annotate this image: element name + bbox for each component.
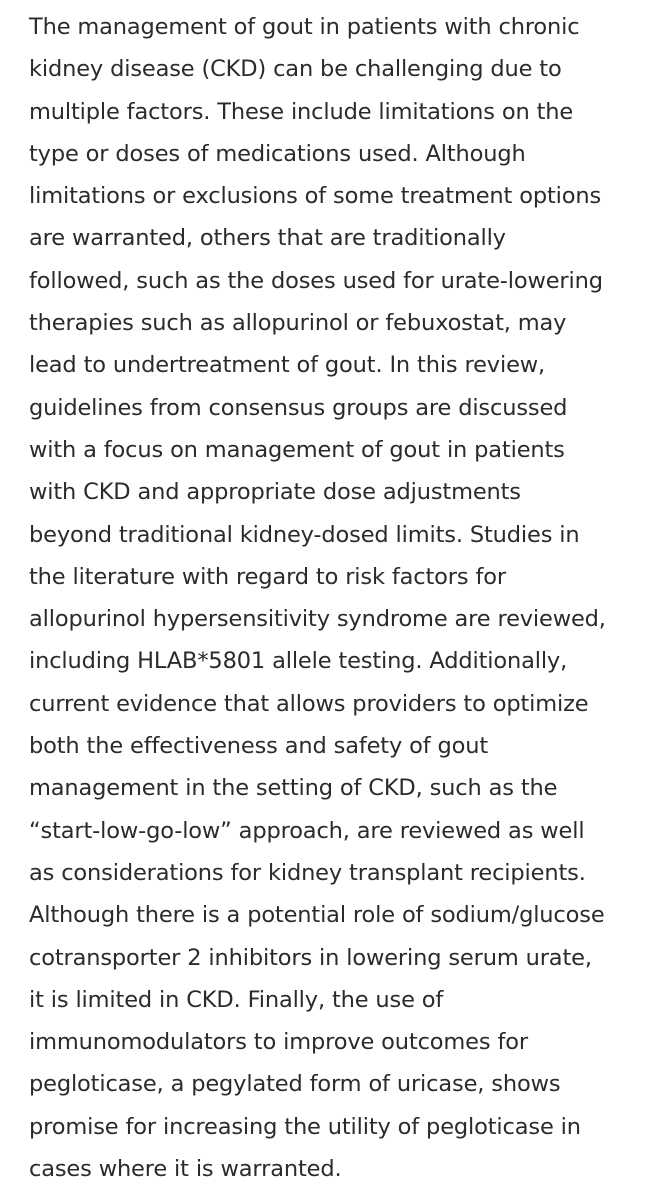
abstract-line: current evidence that allows providers to optimize <box>29 690 589 717</box>
abstract-line: beyond traditional kidney-dosed limits. Studies in <box>29 521 580 548</box>
abstract-line: promise for increasing the utility of pegloticase in <box>29 1113 581 1140</box>
abstract-line: both the effectiveness and safety of gout <box>29 733 489 760</box>
abstract-line: including HLAB*5801 allele testing. Additionally, <box>29 648 568 675</box>
abstract-line: type or doses of medications used. Although <box>29 140 526 167</box>
abstract-line: pegloticase, a pegylated form of uricase, shows <box>29 1071 561 1098</box>
abstract-line: cases where it is warranted. <box>29 1156 342 1183</box>
abstract-line: guidelines from consensus groups are discussed <box>29 394 568 421</box>
abstract-line: The management of gout in patients with chronic <box>29 14 580 40</box>
abstract-line: allopurinol hypersensitivity syndrome are reviewed, <box>29 606 606 633</box>
abstract-line: are warranted, others that are traditionally <box>29 225 506 252</box>
abstract-line: kidney disease (CKD) can be challenging due to <box>29 56 562 83</box>
abstract-line: the literature with regard to risk factors for <box>29 563 506 590</box>
abstract-line: therapies such as allopurinol or febuxostat, may <box>29 310 567 337</box>
abstract-line: “start-low-go-low” approach, are reviewed as well <box>29 817 585 844</box>
abstract-line: multiple factors. These include limitations on the <box>29 98 574 125</box>
abstract-line: management in the setting of CKD, such as the <box>29 775 558 802</box>
abstract-line: limitations or exclusions of some treatment options <box>29 183 602 210</box>
abstract-line: as considerations for kidney transplant recipients. <box>29 859 586 886</box>
abstract-line: cotransporter 2 inhibitors in lowering serum urate, <box>29 944 592 971</box>
abstract-paragraph <box>29 6 659 1190</box>
abstract-line: with a focus on management of gout in patients <box>29 436 565 463</box>
abstract-line: it is limited in CKD. Finally, the use of <box>29 986 444 1013</box>
abstract-line: Although there is a potential role of sodium/glucose <box>29 902 605 929</box>
abstract-line: immunomodulators to improve outcomes for <box>29 1029 528 1056</box>
abstract-line: with CKD and appropriate dose adjustments <box>29 479 521 506</box>
abstract-line: followed, such as the doses used for urate-lowering <box>29 267 603 294</box>
abstract-line: lead to undertreatment of gout. In this review, <box>29 352 546 379</box>
